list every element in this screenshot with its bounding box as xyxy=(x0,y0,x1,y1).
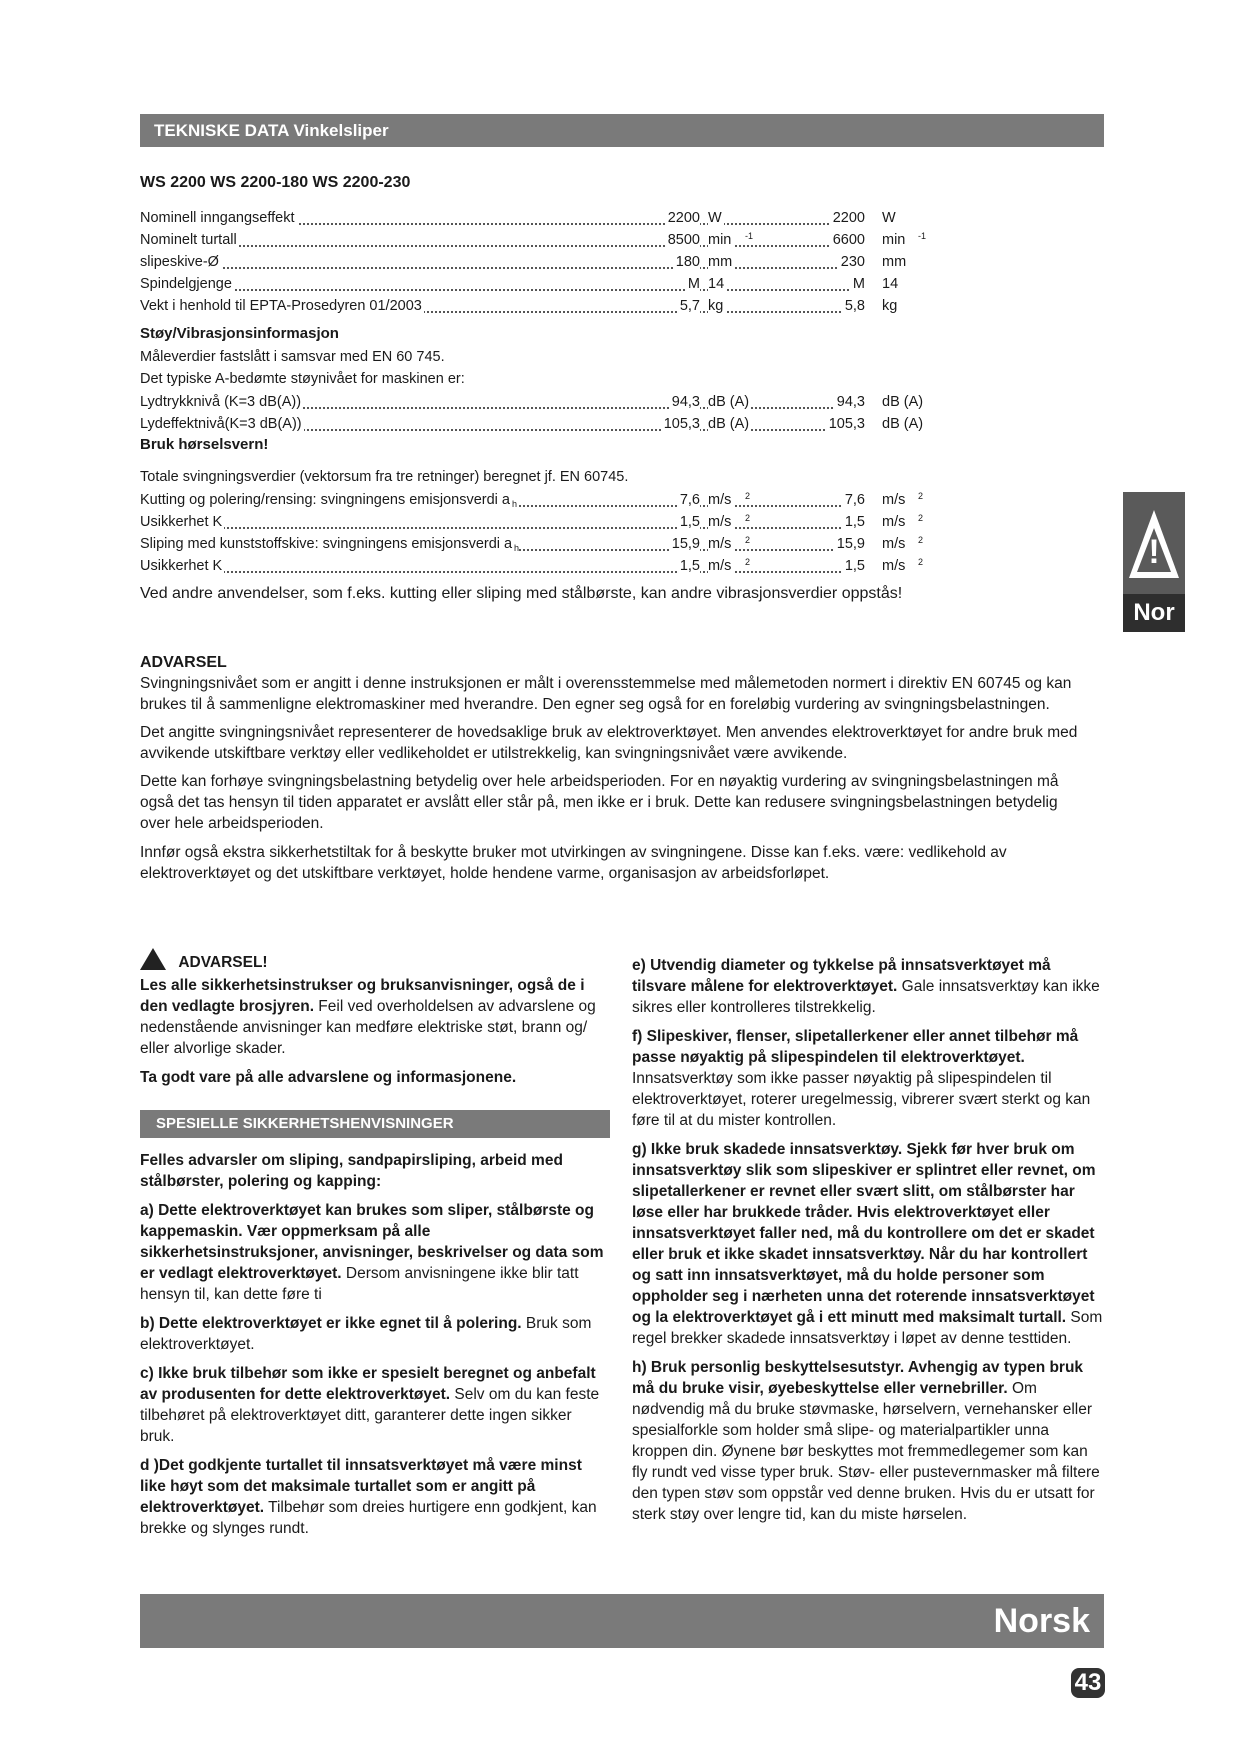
rule-e-bold: e) Utvendig diameter og tykkelse på innsatsverktøyet må tilsvare målene for elektroverktøyet. xyxy=(632,957,1051,995)
footer-language-bar: Norsk xyxy=(140,1594,1104,1648)
spec-value-2: 105,3 xyxy=(827,413,865,435)
vibration-note: Ved andre anvendelser, som f.eks. kutting eller sliping med stålbørste, kan andre vibrasjonsverdier oppstås! xyxy=(140,585,903,602)
rule-h-bold: h) Bruk personlig beskyttelsesutstyr. Avhengig av typen bruk må du bruke visir, øyebeskyttelse eller vernebriller. xyxy=(632,1359,1084,1397)
spec-value-1: 1,5 xyxy=(678,555,700,577)
spec-value-1: 7,6 xyxy=(678,489,700,511)
spec-label: Sliping med kunststoffskive: svingningens emisjonsverdi a xyxy=(140,533,514,555)
spec-unit-1: m/s xyxy=(708,555,733,577)
unit-exponent: -1 xyxy=(918,231,927,241)
warning-side-tab xyxy=(1123,492,1185,632)
spec-unit-2: 14 xyxy=(882,273,898,295)
right-column xyxy=(632,955,1104,1533)
rule-f-bold: f) Slipeskiver, flenser, slipetallerkener eller annet tilbehør må passe nøyaktig på slipespindelen til elektroverktøyet. xyxy=(632,1028,1079,1066)
spec-unit-1: mm xyxy=(708,251,734,273)
rule-c-text: Selv om du kan feste tilbehøret på elektroverktøyet ditt, garanterer dette ingen sikker bruk. xyxy=(140,1386,600,1445)
rule-c-bold: c) Ikke bruk tilbehør som ikke er spesielt beregnet og anbefalt av produsenten for dette elektroverktøyet. xyxy=(140,1365,596,1403)
spec-value-1: 94,3 xyxy=(670,391,700,413)
rule-g-bold: g) Ikke bruk skadede innsatsverktøy. Sjekk før hver bruk om innsatsverktøy slik som slipeskiver er splintret eller revnet, om slipetallerkener er revnet eller svært slitt, om stålbørster har løse eller har brukkede tråder. Hvis elektroverktøyet eller innsatsverktøyet faller ned, må du kontrollere om det er skadet eller bruk et ikke skadet innsatsverktøy. Når du har kontrollert og satt inn innsatsverktøyet, må du holde personer som oppholder seg i nærheten unna det roterende innsatsverktøyet og la elektroverktøyet gå i ett minutt med maksimalt turtall. xyxy=(632,1141,1096,1326)
spec-row xyxy=(140,207,1065,229)
noise-line1: Måleverdier fastslått i samsvar med EN 60 745. xyxy=(140,349,445,365)
advarsel-p2: Det angitte svingningsnivået representerer de hovedsaklige bruk av elektroverktøyet. Men anvendes elektroverktøyet for andre bruk med avvikende utskiftbare verktøy eller vedlikeholdet er utilstrekkelig, kan svingningsnivået være avvikende. xyxy=(140,724,1078,762)
spec-row xyxy=(140,489,1065,511)
spec-unit-1: kg xyxy=(708,295,725,317)
exclamation-icon: ! xyxy=(1148,533,1160,571)
hearing-protection: Bruk hørselsvern! xyxy=(140,436,269,453)
spec-label: Lydeffektnivå(K=3 dB(A)) xyxy=(140,413,304,435)
spec-unit-2: m/s xyxy=(882,555,905,577)
warning-icon xyxy=(140,948,166,970)
spec-value-2: 6600 xyxy=(831,229,865,251)
leader-dots xyxy=(140,251,865,269)
spec-value-1: M xyxy=(686,273,700,295)
spec-value-2: 1,5 xyxy=(843,511,865,533)
spec-row xyxy=(140,555,1065,577)
advarsel-p1: Svingningsnivået som er angitt i denne instruksjonen er målt i overensstemmelse med målemetoden normert i direktiv EN 60745 og kan brukes til å sammenligne elektromaskiner med hverandre. Den egner seg også for en foreløbig vurdering av svingningsbelastningen. xyxy=(140,675,1072,713)
vibration-intro: Totale svingningsverdier (vektorsum fra tre retninger) beregnet jf. EN 60745. xyxy=(140,469,629,485)
spec-label: Spindelgjenge xyxy=(140,273,234,295)
leader-dots xyxy=(140,555,865,573)
leader-dots xyxy=(140,273,865,291)
spec-value-2: 15,9 xyxy=(835,533,865,555)
read-instructions-text: Feil ved overholdelsen av advarslene og nedenstående anvisninger kan medføre elektriske støt, brann og/ eller alvorlige skader. xyxy=(140,998,596,1057)
spec-value-2: 230 xyxy=(839,251,865,273)
left-column-rules xyxy=(140,1150,610,1547)
spec-value-1: 1,5 xyxy=(678,511,700,533)
spec-value-1: 5,7 xyxy=(678,295,700,317)
spec-label: Vekt i henhold til EPTA-Prosedyren 01/2003 xyxy=(140,295,424,317)
spec-row xyxy=(140,229,1065,251)
rule-d-bold: d )Det godkjente turtallet til innsatsverktøyet må være minst like høyt som det maksimale turtallet som er angitt på elektroverktøyet. xyxy=(140,1457,582,1516)
spec-value-1: 180 xyxy=(674,251,700,273)
spec-unit-2: mm xyxy=(882,251,906,273)
spec-label: Kutting og polering/rensing: svingningens emisjonsverdi a xyxy=(140,489,512,511)
left-column xyxy=(140,948,610,1096)
rule-b-bold: b) Dette elektroverktøyet er ikke egnet til å polering. xyxy=(140,1315,522,1332)
unit-exponent: 2 xyxy=(918,557,924,567)
spec-unit-2: dB (A) xyxy=(882,391,923,413)
spec-row xyxy=(140,511,1065,533)
spec-unit-1: m/s xyxy=(708,489,733,511)
spec-row xyxy=(140,533,1065,555)
read-instructions-bold: Les alle sikkerhetsinstrukser og bruksanvisninger, også de i den vedlagte brosjyren. xyxy=(140,977,585,1015)
spec-value-1: 8500 xyxy=(666,229,700,251)
advarsel-p3: Dette kan forhøye svingningsbelastning betydelig over hele arbeidsperioden. For en nøyaktig vurdering av svingningsbelastningen må også det tas hensyn til tiden apparatet er avslått eller står på, men ikke er i bruk. Dette kan redusere svingningsbelastningen betydelig over hele arbeidsperioden. xyxy=(140,773,1059,832)
spec-value-2: 94,3 xyxy=(835,391,865,413)
rule-e-text: Gale innsatsverktøy kan ikke sikres eller kontrolleres tilstrekkelig. xyxy=(632,978,1100,1016)
noise-line2: Det typiske A-bedømte støynivået for maskinen er: xyxy=(140,371,465,387)
spec-label: Nominell inngangseffekt xyxy=(140,207,297,229)
unit-exponent: 2 xyxy=(918,535,924,545)
spec-label: slipeskive-Ø xyxy=(140,251,221,273)
unit-exponent: 2 xyxy=(745,557,751,567)
spec-unit-1: min xyxy=(708,229,733,251)
spec-label: Nominelt turtall xyxy=(140,229,239,251)
spec-value-2: 7,6 xyxy=(843,489,865,511)
spec-value-1: 15,9 xyxy=(670,533,700,555)
spec-unit-2: m/s xyxy=(882,489,905,511)
warning-title: ADVARSEL! xyxy=(178,954,268,971)
language-tab-label: Nor xyxy=(1123,594,1185,632)
common-warnings: Felles advarsler om sliping, sandpapirsliping, arbeid med stålbørster, polering og kapping: xyxy=(140,1152,563,1190)
spec-label: Usikkerhet K xyxy=(140,555,224,577)
spec-unit-1: m/s xyxy=(708,511,733,533)
spec-row xyxy=(140,295,1065,317)
spec-unit-1: dB (A) xyxy=(708,413,751,435)
spec-row xyxy=(140,251,1065,273)
unit-exponent: 2 xyxy=(745,535,751,545)
model-list: WS 2200 WS 2200-180 WS 2200-230 xyxy=(140,174,411,191)
spec-unit-2: min xyxy=(882,229,905,251)
take-care-note: Ta godt vare på alle advarslene og informasjonene. xyxy=(140,1069,517,1086)
rule-a-text: Dersom anvisningene ikke blir tatt hensyn til, kan dette føre ti xyxy=(140,1265,579,1303)
advarsel-p4: Innfør også ekstra sikkerhetstiltak for å beskytte bruker mot utvirkingen av svingningene. Disse kan f.eks. være: vedlikehold av elektroverktøyet og det utskiftbare verktøyet, holde hendene varme, organisasjon av arbeidsforløpet. xyxy=(140,844,1007,882)
spec-row xyxy=(140,413,1065,435)
rule-f-text: Innsatsverktøy som ikke passer nøyaktig på slipespindelen til elektroverktøyet, roterer uregelmessig, vibrerer svært sterkt og kan føre til at du mister kontrollen. xyxy=(632,1070,1091,1129)
leader-dots xyxy=(140,511,865,529)
rule-d-text: Tilbehør som dreies hurtigere enn godkjent, kan brekke og slynges rundt. xyxy=(140,1499,597,1537)
spec-value-1: 2200 xyxy=(666,207,700,229)
spec-row xyxy=(140,273,1065,295)
spec-unit-2: m/s xyxy=(882,533,905,555)
spec-unit-1: dB (A) xyxy=(708,391,751,413)
unit-exponent: 2 xyxy=(918,491,924,501)
spec-label-subscript: h xyxy=(512,493,517,515)
section-bar: SPESIELLE SIKKERHETSHENVISNINGER xyxy=(140,1110,610,1138)
spec-unit-2: W xyxy=(882,207,896,229)
unit-exponent: 2 xyxy=(918,513,924,523)
unit-exponent: -1 xyxy=(745,231,754,241)
spec-unit-2: m/s xyxy=(882,511,905,533)
spec-value-1: 105,3 xyxy=(662,413,700,435)
leader-dots xyxy=(140,229,865,247)
spec-label: Usikkerhet K xyxy=(140,511,224,533)
spec-unit-2: kg xyxy=(882,295,897,317)
tech-data-title: TEKNISKE DATA Vinkelsliper xyxy=(140,114,1104,147)
rule-a-bold: a) Dette elektroverktøyet kan brukes som sliper, stålbørste og kappemaskin. Vær oppmerksam på alle sikkerhetsinstruksjoner, anvisninger, beskrivelser og data som er vedlagt elektroverktøyet. xyxy=(140,1202,604,1282)
rule-b-text: Bruk som elektroverktøyet. xyxy=(140,1315,592,1353)
noise-heading: Støy/Vibrasjonsinformasjon xyxy=(140,325,339,342)
spec-unit-1: 14 xyxy=(708,273,726,295)
spec-unit-2: dB (A) xyxy=(882,413,923,435)
spec-value-2: 2200 xyxy=(831,207,865,229)
spec-unit-1: W xyxy=(708,207,724,229)
spec-row xyxy=(140,391,1065,413)
spec-value-2: 5,8 xyxy=(843,295,865,317)
unit-exponent: 2 xyxy=(745,491,751,501)
spec-label-subscript: h xyxy=(514,537,519,559)
advarsel-heading: ADVARSEL xyxy=(140,654,227,671)
rule-h-text: Om nødvendig må du bruke støvmaske, hørselvern, vernehansker eller spesialforkle som holder små slipe- og materialpartikler unna kroppen din. Øynene bør beskyttes mot fremmedlegemer som kan fly rundt ved visse typer bruk. Støv- eller pustevernmasker må filtere den typen støv som oppstår ved denne bruken. Hvis du er utsatt for sterk støy over lengre tid, kan du miste hørselen. xyxy=(632,1380,1100,1523)
spec-unit-1: m/s xyxy=(708,533,733,555)
rule-g-text: Som regel brekker skadede innsatsverktøy i løpet av denne testtiden. xyxy=(632,1309,1103,1347)
page-number: 43 xyxy=(1071,1668,1105,1698)
spec-value-2: 1,5 xyxy=(843,555,865,577)
spec-label: Lydtrykknivå (K=3 dB(A)) xyxy=(140,391,303,413)
unit-exponent: 2 xyxy=(745,513,751,523)
spec-value-2: M xyxy=(851,273,865,295)
